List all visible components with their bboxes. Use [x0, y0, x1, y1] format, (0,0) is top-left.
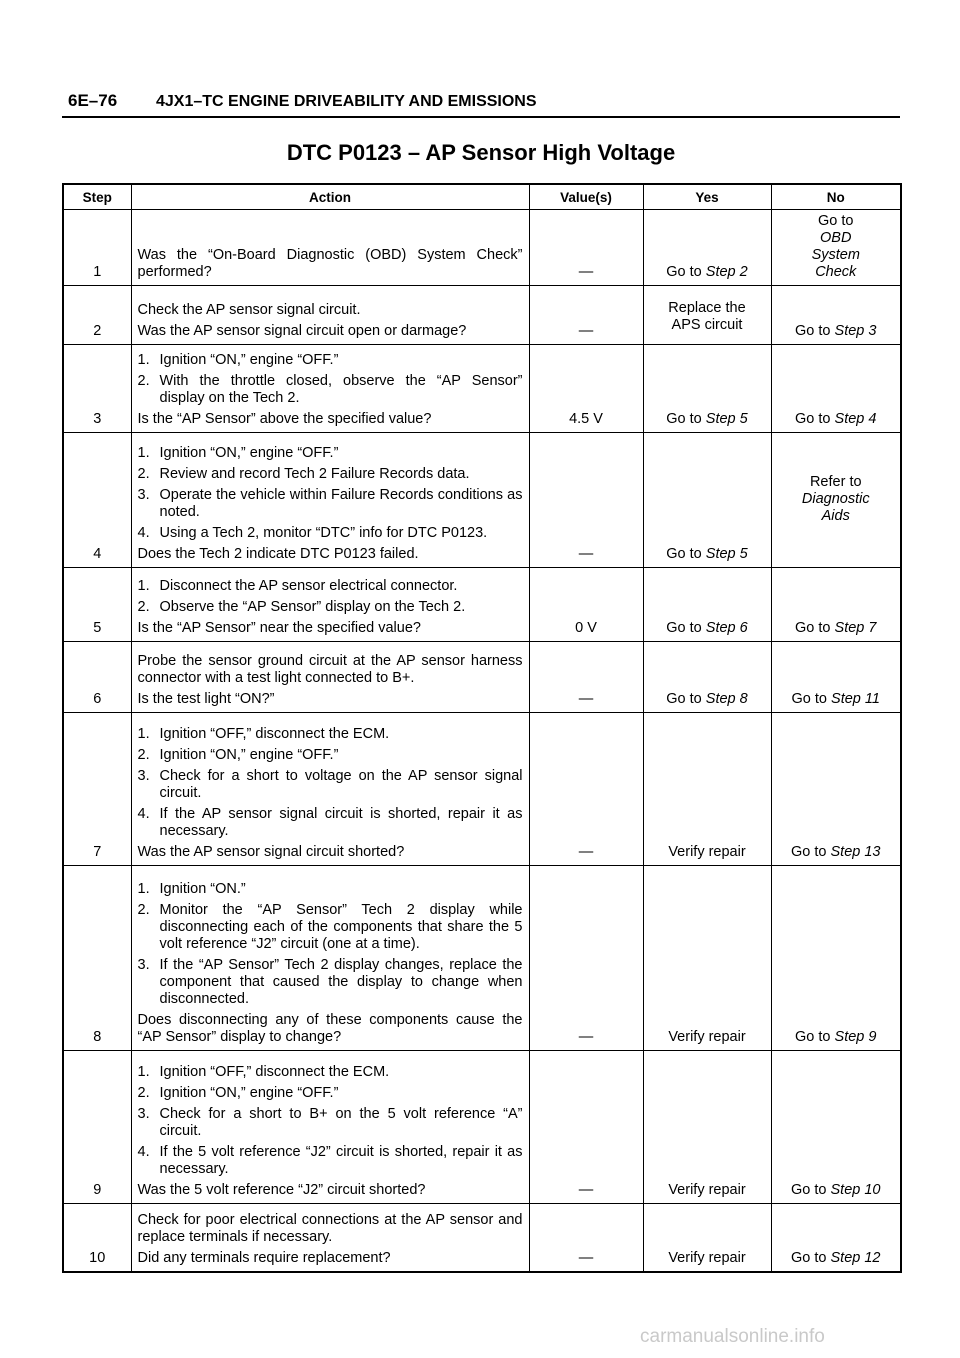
item-text: Check for a short to B+ on the 5 volt reference “A” circuit. [159, 1106, 523, 1139]
action-text: Was the 5 volt reference “J2” circuit shorted? [137, 1182, 426, 1198]
goto-prefix: Go to [666, 620, 706, 636]
yes-cell [643, 345, 771, 433]
step-reference: Step 12 [830, 1249, 881, 1266]
item-number: 2. [137, 1085, 150, 1101]
outcome-goto [778, 213, 895, 230]
action-step-item [138, 957, 523, 1008]
step-reference: Step 3 [834, 323, 877, 339]
action-step-item [138, 599, 523, 616]
item-number: 4. [137, 806, 150, 822]
item-number: 1. [137, 726, 150, 742]
goto-prefix: Go to [666, 691, 706, 707]
diagnostic-table [62, 183, 902, 1273]
outcome-text: Verify repair [668, 844, 746, 860]
table-header [63, 184, 901, 210]
action-step-item [138, 525, 523, 542]
action-step-item [138, 466, 523, 483]
item-number: 2. [137, 599, 150, 615]
item-text: Using a Tech 2, monitor “DTC” info for DTC P0123. [159, 525, 488, 541]
step-reference: Step 5 [705, 411, 748, 427]
item-text: Disconnect the AP sensor electrical connector. [159, 578, 458, 594]
action-text: Was the AP sensor signal circuit shorted? [137, 844, 405, 860]
outcome-goto [666, 691, 747, 707]
item-text: Monitor the “AP Sensor” Tech 2 display while disconnecting each of the components that share the 5 volt reference “J2” circuit (one at a time). [159, 902, 523, 952]
item-text: Review and record Tech 2 Failure Records data. [159, 466, 470, 482]
no-cell [771, 345, 901, 433]
step-number: 6 [63, 642, 131, 713]
item-text: If the “AP Sensor” Tech 2 display changes, replace the component that caused the display to change when disconnected. [159, 957, 523, 1007]
item-number: 3. [137, 1106, 150, 1122]
action-text: Was the “On-Board Diagnostic (OBD) System Check” performed? [137, 247, 523, 280]
value-cell: 0 V [529, 568, 643, 642]
column-header-yes: Yes [643, 184, 771, 210]
item-number: 3. [137, 487, 150, 503]
step-reference: Step 8 [705, 691, 748, 707]
item-text: If the 5 volt reference “J2” circuit is shorted, repair it as necessary. [159, 1144, 523, 1177]
step-reference: Step 10 [830, 1182, 881, 1198]
action-step-item [138, 373, 523, 407]
outcome-goto [666, 620, 747, 636]
item-text: Ignition “ON,” engine “OFF.” [159, 445, 339, 461]
column-header-step: Step [63, 184, 131, 210]
outcome-text: APS circuit [671, 317, 743, 333]
goto-prefix: Go to [666, 264, 706, 280]
yes-cell [643, 1051, 771, 1204]
step-reference: Step 11 [831, 691, 880, 707]
item-number: 4. [137, 525, 150, 541]
item-text: Ignition “OFF,” disconnect the ECM. [159, 726, 390, 742]
outcome-goto [791, 1182, 881, 1198]
no-cell [771, 713, 901, 866]
goto-prefix: Go to [791, 844, 831, 860]
outcome-goto [795, 620, 876, 636]
value-cell: — [529, 642, 643, 713]
action-text: Did any terminals require replacement? [137, 1249, 391, 1266]
outcome-goto [795, 323, 876, 339]
step-number: 3 [63, 345, 131, 433]
yes-cell [643, 642, 771, 713]
column-header-values: Value(s) [529, 184, 643, 210]
step-number: 4 [63, 433, 131, 568]
outcome-text: Replace the [668, 300, 746, 316]
goto-prefix: Go to [795, 411, 835, 427]
goto-prefix: Go to [791, 1182, 831, 1198]
section-title: 4JX1–TC ENGINE DRIVEABILITY AND EMISSIONS [156, 93, 537, 110]
goto-prefix: Go to [795, 323, 835, 339]
no-cell [771, 642, 901, 713]
no-cell [771, 1204, 901, 1272]
value-cell: — [529, 433, 643, 568]
value-cell: 4.5 V [529, 345, 643, 433]
action-cell [131, 866, 529, 1051]
action-text: Check the AP sensor signal circuit. [137, 302, 361, 318]
action-cell [131, 433, 529, 568]
action-step-item [138, 768, 523, 802]
item-text: Ignition “ON,” engine “OFF.” [159, 352, 339, 368]
action-step-item [138, 1085, 523, 1102]
goto-prefix: Go to [791, 691, 832, 707]
value-cell: — [529, 713, 643, 866]
procedure-reference: Diagnostic [801, 491, 870, 507]
action-cell [131, 1204, 529, 1272]
yes-cell [643, 433, 771, 568]
table-row [63, 345, 901, 433]
item-text: Ignition “ON,” engine “OFF.” [159, 1085, 339, 1101]
goto-prefix: Go to [666, 411, 706, 427]
action-text: Probe the sensor ground circuit at the AP sensor harness connector with a test light connected to B+. [137, 653, 523, 686]
step-reference: Step 7 [834, 620, 877, 636]
item-number: 1. [137, 881, 150, 897]
outcome-text: Refer to [809, 474, 862, 490]
outcome-goto [791, 1250, 881, 1266]
outcome-text: Verify repair [668, 1182, 746, 1198]
yes-cell [643, 866, 771, 1051]
column-header-action: Action [131, 184, 529, 210]
action-text: Is the “AP Sensor” above the specified value? [137, 411, 432, 427]
outcome-text: Verify repair [668, 1249, 746, 1266]
yes-cell [643, 286, 771, 345]
action-cell [131, 568, 529, 642]
action-step-item [138, 747, 523, 764]
step-number: 1 [63, 210, 131, 286]
item-number: 1. [137, 578, 150, 594]
table-row [63, 642, 901, 713]
table-row [63, 286, 901, 345]
no-cell [771, 210, 901, 286]
item-text: Ignition “OFF,” disconnect the ECM. [159, 1064, 390, 1080]
value-cell: — [529, 1204, 643, 1272]
goto-prefix: Go to [795, 1029, 835, 1045]
goto-prefix: Go to [818, 213, 854, 229]
no-cell [771, 1051, 901, 1204]
step-reference: Step 9 [834, 1029, 877, 1045]
action-text: Is the test light “ON?” [137, 691, 275, 707]
table-header-row [63, 184, 901, 210]
no-cell [771, 286, 901, 345]
outcome-goto [666, 546, 747, 562]
item-text: Operate the vehicle within Failure Records conditions as noted. [159, 487, 523, 520]
action-step-item [138, 806, 523, 840]
no-cell [771, 568, 901, 642]
outcome-text: Verify repair [668, 1029, 746, 1045]
action-text: Is the “AP Sensor” near the specified value? [137, 620, 421, 636]
action-cell [131, 210, 529, 286]
table-row [63, 866, 901, 1051]
step-number: 5 [63, 568, 131, 642]
goto-prefix: Go to [666, 546, 706, 562]
action-step-item [138, 726, 523, 743]
table-row [63, 210, 901, 286]
yes-cell [643, 1204, 771, 1272]
action-cell [131, 345, 529, 433]
step-number: 9 [63, 1051, 131, 1204]
item-number: 3. [137, 768, 150, 784]
action-step-item [138, 881, 523, 898]
item-number: 3. [137, 957, 150, 973]
item-text: Ignition “ON,” engine “OFF.” [159, 747, 339, 763]
step-reference: Step 13 [830, 844, 881, 860]
action-step-item [138, 352, 523, 369]
item-text: If the AP sensor signal circuit is shorted, repair it as necessary. [159, 806, 523, 839]
action-step-item [138, 1106, 523, 1140]
step-number: 2 [63, 286, 131, 345]
procedure-reference: System [811, 247, 860, 263]
action-step-item [138, 578, 523, 595]
outcome-goto [795, 1029, 876, 1045]
item-text: Check for a short to voltage on the AP sensor signal circuit. [159, 768, 523, 801]
yes-cell [643, 568, 771, 642]
outcome-goto [792, 691, 880, 707]
procedure-reference: Aids [821, 508, 850, 524]
table-body [63, 210, 901, 1272]
outcome-goto [666, 411, 747, 427]
table-row [63, 568, 901, 642]
step-reference: Step 2 [705, 264, 748, 280]
value-cell: — [529, 210, 643, 286]
action-cell [131, 713, 529, 866]
step-reference: Step 5 [705, 546, 748, 562]
action-text: Was the AP sensor signal circuit open or darmage? [137, 323, 467, 339]
action-step-item [138, 1144, 523, 1178]
procedure-reference: Check [815, 264, 857, 280]
outcome-goto [791, 844, 881, 860]
step-number: 10 [63, 1204, 131, 1272]
action-step-item [138, 487, 523, 521]
goto-prefix: Go to [791, 1249, 831, 1266]
step-number: 7 [63, 713, 131, 866]
page-number: 6E–76 [68, 91, 118, 110]
step-number: 8 [63, 866, 131, 1051]
value-cell: — [529, 866, 643, 1051]
step-reference: Step 6 [705, 620, 748, 636]
action-step-item [138, 445, 523, 462]
item-number: 2. [137, 902, 150, 918]
procedure-reference: OBD [820, 230, 852, 246]
action-text: Does the Tech 2 indicate DTC P0123 failed. [137, 546, 419, 562]
action-step-item [138, 902, 523, 953]
document-title: DTC P0123 – AP Sensor High Voltage [286, 140, 676, 165]
table-row [63, 433, 901, 568]
watermark: carmanualsonline.info [640, 1326, 825, 1347]
table-row [63, 713, 901, 866]
yes-cell [643, 713, 771, 866]
outcome-goto [795, 411, 876, 427]
step-reference: Step 4 [834, 411, 877, 427]
table-row [63, 1051, 901, 1204]
action-cell [131, 286, 529, 345]
action-text: Check for poor electrical connections at the AP sensor and replace terminals if necessary. [137, 1211, 523, 1245]
goto-prefix: Go to [795, 620, 835, 636]
item-number: 1. [137, 352, 150, 368]
action-text: Does disconnecting any of these components cause the “AP Sensor” display to change? [137, 1012, 523, 1045]
action-cell [131, 1051, 529, 1204]
item-number: 2. [137, 373, 150, 389]
item-text: With the throttle closed, observe the “AP Sensor” display on the Tech 2. [159, 373, 523, 406]
item-number: 2. [137, 466, 150, 482]
table-row [63, 1204, 901, 1272]
item-number: 2. [137, 747, 150, 763]
outcome-goto [666, 264, 747, 280]
no-cell [771, 433, 901, 568]
action-step-item [138, 1064, 523, 1081]
item-text: Observe the “AP Sensor” display on the Tech 2. [159, 599, 466, 615]
yes-cell [643, 210, 771, 286]
value-cell: — [529, 286, 643, 345]
item-number: 4. [137, 1144, 150, 1160]
no-cell [771, 866, 901, 1051]
value-cell: — [529, 1051, 643, 1204]
column-header-no: No [771, 184, 901, 210]
item-number: 1. [137, 1064, 150, 1080]
action-cell [131, 642, 529, 713]
item-text: Ignition “ON.” [159, 881, 246, 897]
page-header [62, 88, 900, 118]
item-number: 1. [137, 445, 150, 461]
